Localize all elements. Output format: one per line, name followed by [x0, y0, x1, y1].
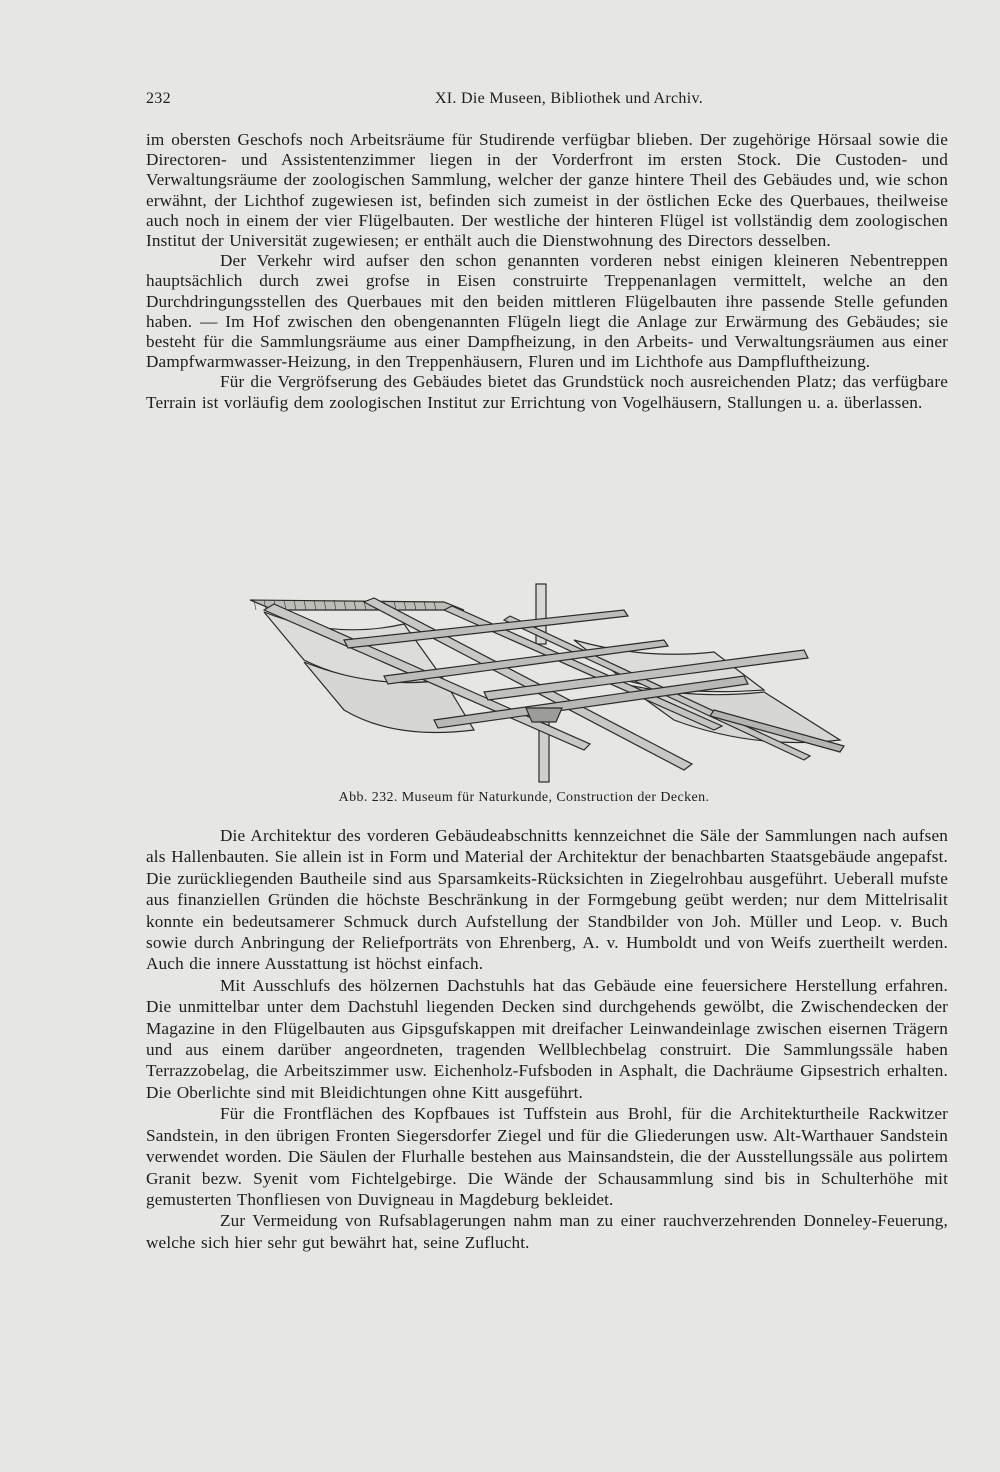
running-head: XI. Die Museen, Bibliothek und Archiv.: [434, 90, 704, 107]
paragraph: Für die Frontflächen des Kopfbaues ist Tuffstein aus Brohl, für die Architekturtheile Rackwitzer Sandstein, in den übrigen Fronten Siegersdorfer Ziegel und für die Gliederungen usw. Alt-Warthauer Sandstein verwendet worden. Die Säulen der Flurhalle bestehen aus Mainsandstein, die der Ausstellungssäle aus polirtem Granit bezw. Syenit vom Fichtelgebirge. Die Wände der Schausammlung sind bis in Schulterhöhe mit gemusterten Thonfliesen von Duvigneau in Magdeburg bekleidet.: [146, 1104, 948, 1209]
paragraph: Mit Ausschlufs des hölzernen Dachstuhls hat das Gebäude eine feuersichere Herstellung erfahren. Die unmittelbar unter dem Dachstuhl liegenden Decken sind durchgehends gewölbt, die Zwischendecken der Magazine in den Flügelbauten aus Gipsgufskappen mit dreifacher Leinwandeinlage zwischen eisernen Trägern und aus einem darüber angeordneten, tragenden Wellblechbelag construirt. Die Sammlungssäle haben Terrazzobelag, die Arbeitszimmer usw. Eichenholz-Fufsboden in Asphalt, die Dachräume Gipsestrich erhalten. Die Oberlichte sind mit Bleidichtungen ohne Kitt ausgeführt.: [146, 975, 948, 1102]
paragraph: im obersten Geschofs noch Arbeitsräume für Studirende verfügbar blieben. Der zugehörige Hörsaal sowie die Directoren- und Assistentenzimmer liegen in der Vorderfront im ersten Stock. Die Custoden- und Verwaltungsräume der zoologischen Sammlung, welcher der ganze hintere Theil des Gebäudes und, wie schon erwähnt, der Lichthof zugewiesen ist, befinden sich zumeist in der östlichen Ecke des Querbaues, theilweise auch noch in einem der vier Flügelbauten. Der westliche der hinteren Flügel ist vollständig dem zoologischen Institut der Universität zugewiesen; er enthält auch die Dienstwohnung des Directors desselben.: [146, 130, 948, 251]
text-block-bottom: [146, 825, 948, 1253]
page-header: [146, 90, 952, 114]
paragraph: Der Verkehr wird aufser den schon genannten vorderen nebst einigen kleineren Nebentreppen hauptsächlich durch zwei grofse in Eisen construirte Treppenanlagen vermittelt, welche an den Durchdringungsstellen des Querbaues mit den beiden mittleren Flügelbauten ihre passende Stelle gefunden haben. — Im Hof zwischen den obengenannten Flügeln liegt die Anlage zur Erwärmung des Gebäudes; sie besteht für die Sammlungsräume aus einer Dampfheizung, in den Arbeits- und Verwaltungsräumen aus einer Dampfwarmwasser-Heizung, in den Treppenhäusern, Fluren und im Lichthofe aus Dampfluftheizung.: [146, 251, 948, 372]
ceiling-construction-figure: [244, 580, 850, 786]
text-block-top: [146, 130, 948, 413]
paragraph: Für die Vergröfserung des Gebäudes bietet das Grundstück noch ausreichenden Platz; das verfügbare Terrain ist vorläufig dem zoologischen Institut zur Errichtung von Vogelhäusern, Stallungen u. a. überlassen.: [146, 372, 948, 412]
paragraph: Die Architektur des vorderen Gebäudeabschnitts kennzeichnet die Säle der Sammlungen nach aufsen als Hallenbauten. Sie allein ist in Form und Material der Architektur der benachbarten Staatsgebäude angepafst. Die zurückliegenden Bautheile sind aus Sparsamkeits-Rücksichten in Ziegelrohbau ausgeführt. Ueberall mufste aus finanziellen Gründen die höchste Beschränkung in der Formgebung geübt werden; nur dem Mittelrisalit konnte ein bedeutsamerer Schmuck durch Aufstellung der Standbilder von Joh. Müller und Leop. v. Buch sowie durch Anbringung der Reliefporträts von Ehrenberg, A. v. Humboldt und von Weifs zuertheilt werden. Auch die innere Ausstattung ist höchst einfach.: [146, 826, 948, 974]
paragraph: Zur Vermeidung von Rufsablagerungen nahm man zu einer rauchverzehrenden Donneley-Feuerung, welche sich hier sehr gut bewährt hat, seine Zuflucht.: [146, 1211, 948, 1252]
page-number: 232: [146, 90, 171, 107]
figure-caption: Abb. 232. Museum für Naturkunde, Construction der Decken.: [338, 790, 710, 805]
